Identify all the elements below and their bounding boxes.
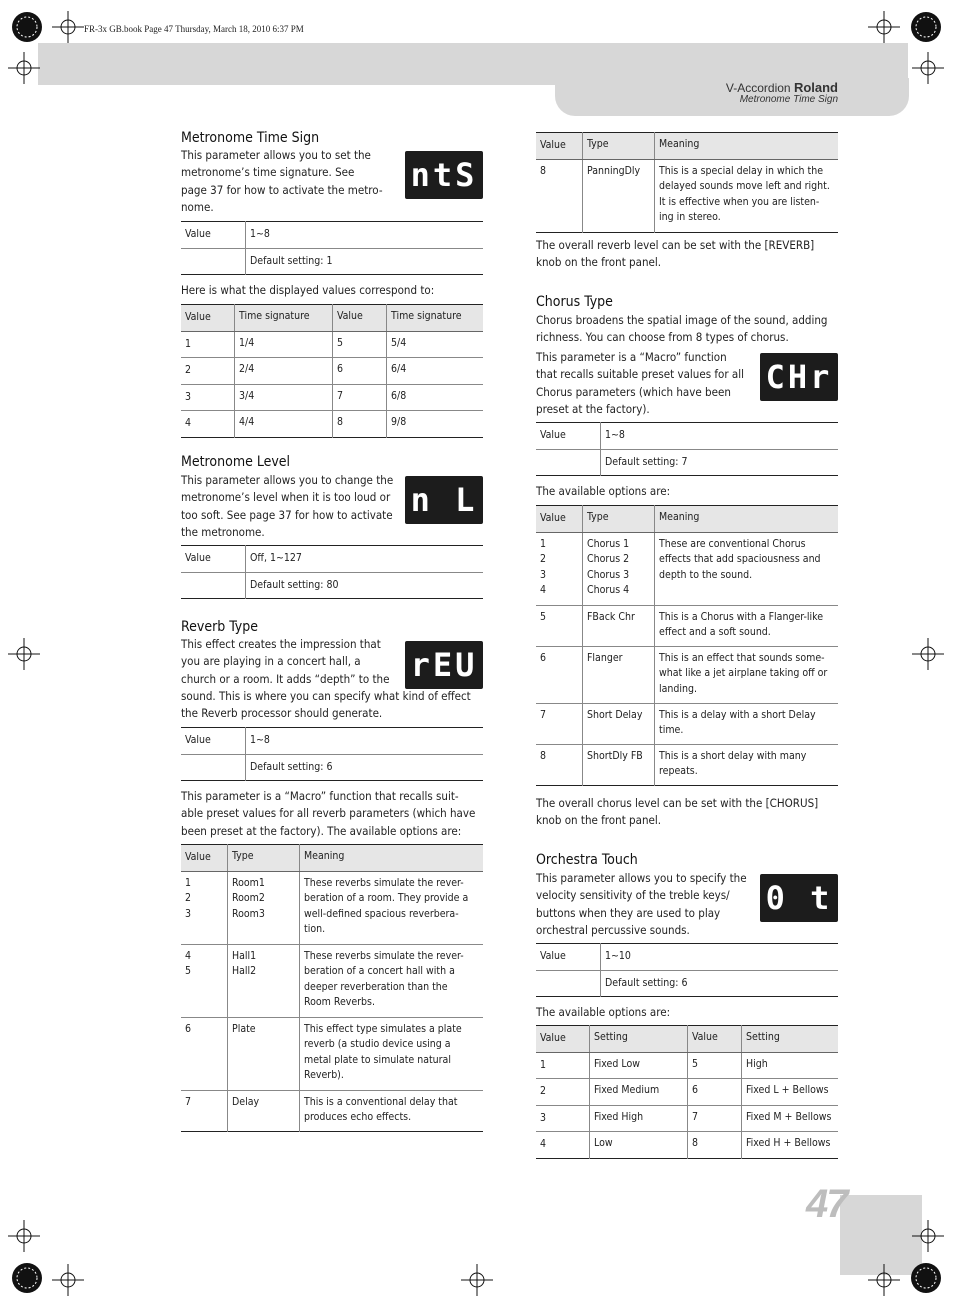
column-header: Time signature: [235, 305, 333, 332]
column-header: Meaning: [300, 845, 484, 872]
lcd-text: rEU: [410, 646, 478, 684]
cell: 2/4: [235, 358, 333, 385]
metronome-level-text: [181, 472, 406, 541]
cell: 5: [536, 605, 583, 646]
chorus-type-intro: [536, 312, 841, 347]
cell: Room1 Room2 Room3: [228, 871, 300, 944]
default-setting: Default setting: 7: [601, 449, 839, 476]
table-row: [536, 1052, 838, 1079]
empty-cell: [181, 248, 246, 275]
cell: 9/8: [387, 411, 484, 438]
cell: Fixed Low: [590, 1052, 688, 1079]
text-line: richness. You can choose from 8 types of chorus.: [536, 330, 789, 345]
text-line: velocity sensitivity of the treble keys/: [536, 888, 730, 903]
cell: Fixed H + Bellows: [742, 1132, 839, 1159]
column-header: Meaning: [655, 506, 839, 533]
column-header: Setting: [590, 1026, 688, 1053]
cell: 3: [181, 384, 235, 411]
table-row: [181, 358, 483, 385]
value-label: Value: [181, 222, 246, 249]
text-line: able preset values for all reverb parameters (which have: [181, 806, 476, 821]
text-line: The overall reverb level can be set with the [REVERB]: [536, 238, 815, 252]
cell: Chorus 1 Chorus 2 Chorus 3 Chorus 4: [583, 532, 655, 605]
table-row: [181, 1090, 483, 1131]
cell: 4/4: [235, 411, 333, 438]
cell: 6/8: [387, 384, 484, 411]
empty-cell: [536, 449, 601, 476]
cell: 6: [688, 1079, 742, 1106]
cell: FBack Chr: [583, 605, 655, 646]
cell: 4 5: [181, 944, 228, 1017]
cell: 3/4: [235, 384, 333, 411]
value-range: Off, 1~127: [246, 546, 484, 573]
text-line: been preset at the factory). The available options are:: [181, 823, 462, 838]
print-info: FR-3x GB.book Page 47 Thursday, March 18, 2010 6:37 PM: [84, 24, 304, 34]
table-row: [536, 1132, 838, 1159]
cell: 6: [333, 358, 387, 385]
chorus-value-table: [536, 422, 838, 476]
table-row: [181, 384, 483, 411]
reverb-note: [536, 237, 841, 272]
table-row: [536, 605, 838, 646]
empty-cell: [181, 572, 246, 599]
cell: 8: [540, 164, 547, 177]
text-line: the metronome.: [181, 524, 265, 539]
cell: 1/4: [235, 331, 333, 358]
text-line: page 37 for how to activate the metro-: [181, 182, 383, 197]
text-line: This parameter allows you to specify the: [536, 871, 747, 885]
text-line: orchestral percussive sounds.: [536, 922, 690, 937]
brand: [726, 80, 838, 95]
text-line: the Reverb processor should generate.: [181, 706, 383, 721]
lcd-display: [405, 476, 483, 524]
text-line: knob on the front panel.: [536, 813, 662, 828]
table-row: [181, 871, 483, 944]
cell: High: [742, 1052, 839, 1079]
orchestra-touch-text: [536, 870, 761, 939]
column-header: Setting: [742, 1026, 839, 1053]
crosshair-icon: [8, 638, 40, 670]
cell: 3: [536, 1105, 590, 1132]
text-line: you are playing in a concert hall, a: [181, 654, 361, 669]
text-line: metronome’s level when it is too loud or: [181, 490, 391, 505]
lcd-text: CHr: [765, 358, 833, 396]
table-row: [181, 1017, 483, 1090]
text-line: metronome’s time signature. See: [181, 165, 355, 180]
cell: Short Delay: [583, 703, 655, 744]
crosshair-icon: [912, 638, 944, 670]
table-row: [536, 1079, 838, 1106]
orchestra-touch-heading: Orchestra Touch: [536, 852, 638, 868]
text-line: The overall chorus level can be set with the [CHORUS]: [536, 796, 819, 810]
column-header: Value: [688, 1026, 742, 1053]
cell: Flanger: [583, 646, 655, 703]
crosshair-icon: [52, 1264, 84, 1296]
value-range: 1~8: [246, 728, 484, 755]
cell: 4: [185, 417, 192, 429]
cell: 4: [540, 1138, 547, 1150]
table-row: [536, 1105, 838, 1132]
column-header: Type: [583, 133, 655, 160]
crosshair-icon: [912, 1220, 944, 1252]
table-row: [536, 703, 838, 744]
empty-cell: [181, 754, 246, 781]
column-header: Type: [228, 845, 300, 872]
default-setting: Default setting: 1: [246, 248, 484, 275]
chorus-types-table: [536, 505, 838, 786]
text-line: This parameter is a “Macro” function that recalls suit-: [181, 789, 459, 803]
cell: 1: [536, 1052, 590, 1079]
cell: Fixed High: [590, 1105, 688, 1132]
cell: Plate: [228, 1017, 300, 1090]
cell: Delay: [228, 1090, 300, 1131]
cell: This is a short delay with many repeats.: [655, 744, 839, 785]
cell: Fixed Medium: [590, 1079, 688, 1106]
value-label: Value: [536, 423, 601, 450]
text-line: that recalls suitable preset values for all: [536, 367, 744, 382]
crosshair-icon: [912, 52, 944, 84]
column-header: Meaning: [655, 133, 839, 160]
text-line: Chorus parameters (which have been: [536, 384, 731, 399]
ml-value-table: [181, 545, 483, 599]
table-row: [536, 159, 838, 232]
cell: 7: [536, 703, 583, 744]
cell: These reverbs simulate the rever- beration of a concert hall with a deeper reverberation than the Room Reverbs.: [300, 944, 484, 1017]
column-header: Time signature: [387, 305, 484, 332]
reverb-type-heading: Reverb Type: [181, 619, 258, 635]
crop-mark-icon: [910, 11, 942, 43]
cell: 8: [540, 749, 547, 762]
cell: This is an effect that sounds some- what like a jet airplane taking off or landing.: [655, 646, 839, 703]
text-line: too soft. See page 37 for how to activate: [181, 507, 393, 522]
time-signature-table: [181, 304, 483, 438]
value-label: Value: [536, 944, 601, 971]
value-label: Value: [181, 546, 246, 573]
reverb-types-table-continued: [536, 132, 838, 233]
cell: 6/4: [387, 358, 484, 385]
lcd-text: n L: [410, 481, 478, 519]
crop-mark-icon: [11, 1262, 43, 1294]
cell: 5: [688, 1052, 742, 1079]
text-line: nome.: [181, 199, 214, 214]
cell: 2: [181, 358, 235, 385]
cell: This is a conventional delay that produces echo effects.: [300, 1090, 484, 1131]
mts-value-table: [181, 221, 483, 275]
crosshair-icon: [52, 11, 84, 43]
table-row: [536, 646, 838, 703]
column-header: Value: [536, 133, 583, 160]
cell: 1 2 3 4: [536, 532, 583, 605]
running-header: Metronome Time Sign: [739, 94, 838, 105]
brand-name: Roland: [793, 80, 838, 95]
cell: Hall1 Hall2: [228, 944, 300, 1017]
cell: 1 2 3: [181, 871, 228, 944]
cell: PanningDly: [583, 159, 655, 232]
text-line: This effect creates the impression that: [181, 637, 381, 651]
default-setting: Default setting: 6: [601, 970, 839, 997]
cell: This is a delay with a short Delay time.: [655, 703, 839, 744]
column-header: Type: [583, 506, 655, 533]
cell: 7: [688, 1105, 742, 1132]
lcd-text: ntS: [410, 156, 478, 194]
ot-table-intro: The available options are:: [536, 1005, 671, 1019]
column-header: Value: [333, 305, 387, 332]
page-number: 47: [806, 1182, 847, 1226]
value-range: 1~8: [601, 423, 839, 450]
reverb-types-table: [181, 844, 483, 1132]
chorus-type-heading: Chorus Type: [536, 294, 613, 310]
lcd-display: [760, 874, 838, 922]
column-header: Value: [536, 1026, 590, 1053]
lcd-display: [760, 353, 838, 401]
cell: Fixed M + Bellows: [742, 1105, 839, 1132]
empty-cell: [536, 970, 601, 997]
cell: 8: [333, 411, 387, 438]
reverb-value-table: [181, 727, 483, 781]
cell: Low: [590, 1132, 688, 1159]
cell: 7: [185, 1095, 192, 1108]
metronome-time-sign-text: [181, 147, 406, 216]
table-row: [536, 532, 838, 605]
cell: This is a special delay in which the delayed sounds move left and right. It is effective when you are listen- ing in stereo.: [655, 159, 839, 232]
crosshair-icon: [868, 1264, 900, 1296]
value-range: 1~10: [601, 944, 839, 971]
crosshair-icon: [461, 1264, 493, 1296]
crosshair-icon: [868, 11, 900, 43]
default-setting: Default setting: 80: [246, 572, 484, 599]
cell: Fixed L + Bellows: [742, 1079, 839, 1106]
column-header: Value: [181, 305, 235, 332]
text-line: Chorus broadens the spatial image of the sound, adding: [536, 313, 828, 327]
cell: 7: [333, 384, 387, 411]
cell: 5/4: [387, 331, 484, 358]
brand-prefix: V-Accordion: [725, 81, 791, 95]
text-line: This parameter allows you to change the: [181, 473, 394, 487]
cell: 2: [536, 1079, 590, 1106]
text-line: buttons when they are used to play: [536, 905, 721, 920]
lcd-text: 0 t: [765, 879, 833, 917]
chorus-note: [536, 795, 841, 830]
table-row: [181, 944, 483, 1017]
text-line: sound. This is where you can specify what kind of effect: [181, 688, 471, 703]
default-setting: Default setting: 6: [246, 754, 484, 781]
cell: This effect type simulates a plate reverb (a studio device using a metal plate to simulate natural Reverb).: [300, 1017, 484, 1090]
table-row: [181, 331, 483, 358]
crosshair-icon: [8, 52, 40, 84]
value-label: Value: [181, 728, 246, 755]
cell: These are conventional Chorus effects that add spaciousness and depth to the sound.: [655, 532, 839, 605]
cell: 8: [688, 1132, 742, 1159]
text-line: This parameter is a “Macro” function: [536, 350, 727, 364]
metronome-level-heading: Metronome Level: [181, 454, 291, 470]
cell: ShortDly FB: [583, 744, 655, 785]
lcd-display: [405, 151, 483, 199]
text-line: This parameter allows you to set the: [181, 148, 371, 162]
cell: 6: [181, 1017, 228, 1090]
metronome-time-sign-heading: Metronome Time Sign: [181, 130, 320, 146]
text-line: church or a room. It adds “depth” to the: [181, 671, 390, 686]
cell: These reverbs simulate the rever- beration of a room. They provide a well-defined spacious reverbera- tion.: [300, 871, 484, 944]
chorus-table-intro: The available options are:: [536, 484, 671, 498]
cell: 6: [536, 646, 583, 703]
orchestra-touch-table: [536, 1025, 838, 1159]
reverb-macro-text: [181, 788, 486, 840]
cell: 1: [181, 331, 235, 358]
table-row: [181, 411, 483, 438]
text-line: knob on the front panel.: [536, 255, 662, 270]
crop-mark-icon: [11, 11, 43, 43]
cell: 5: [333, 331, 387, 358]
value-range: 1~8: [246, 222, 484, 249]
crosshair-icon: [8, 1220, 40, 1252]
column-header: Value: [181, 845, 228, 872]
lcd-display: [405, 641, 483, 689]
table-row: [536, 744, 838, 785]
chorus-type-text: [536, 349, 761, 418]
cell: This is a Chorus with a Flanger-like effect and a soft sound.: [655, 605, 839, 646]
crop-mark-icon: [910, 1262, 942, 1294]
ot-value-table: [536, 943, 838, 997]
text-line: preset at the factory).: [536, 401, 650, 416]
column-header: Value: [536, 506, 583, 533]
mts-table-intro: Here is what the displayed values correspond to:: [181, 283, 435, 297]
